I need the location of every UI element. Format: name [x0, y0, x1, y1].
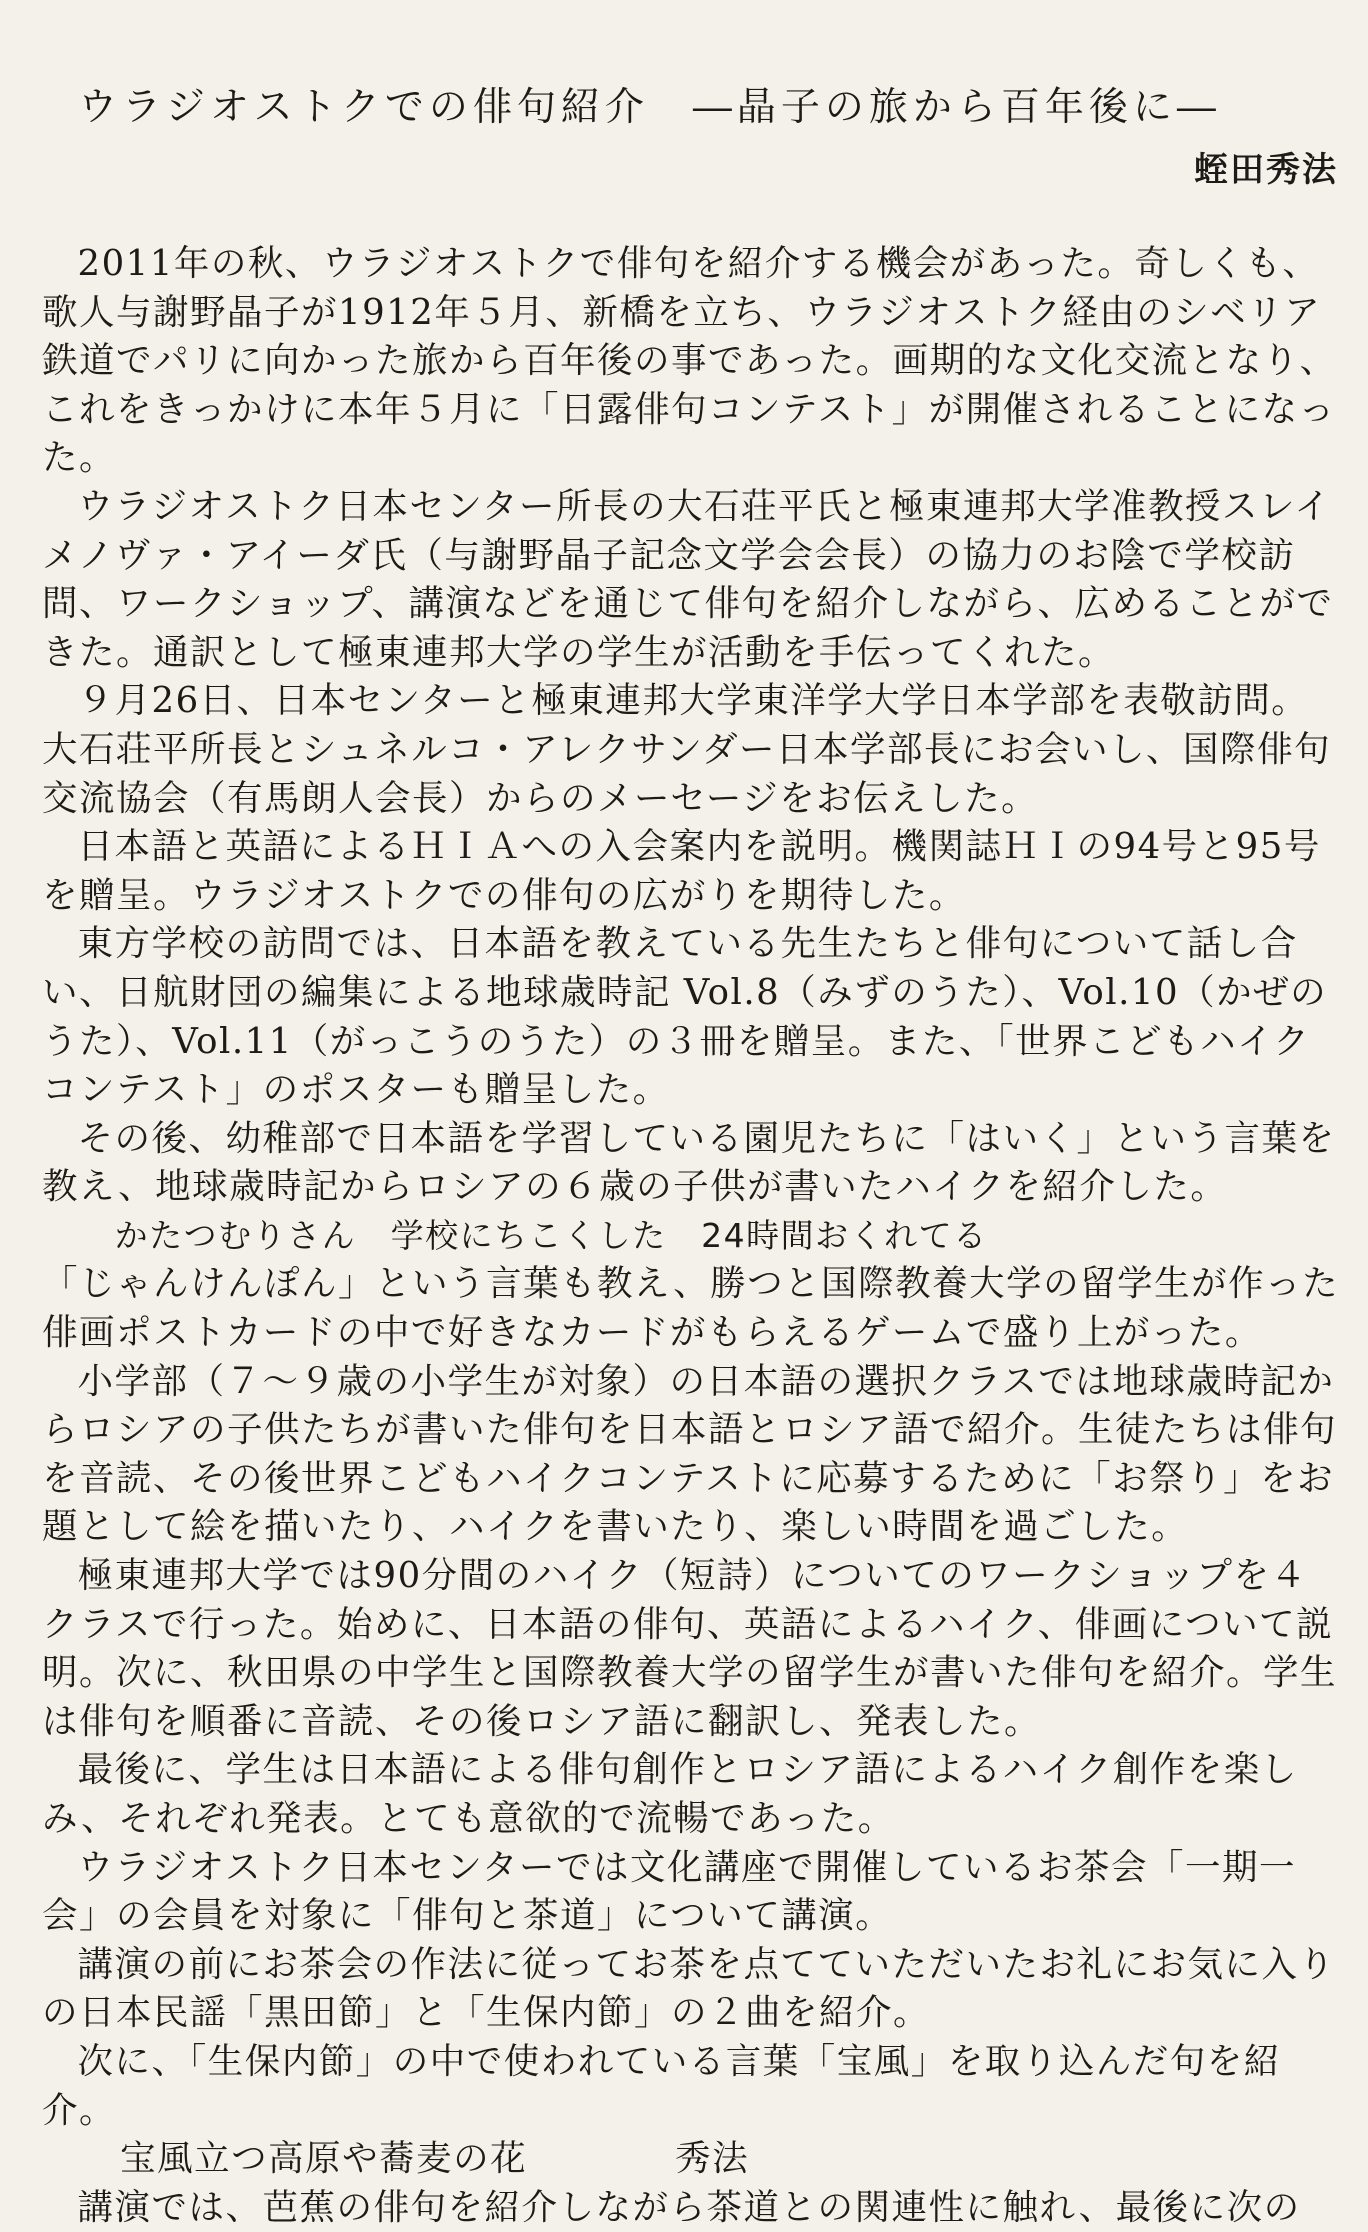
paragraph: 「じゃんけんぽん」という言葉も教え、勝つと国際教養大学の留学生が作った俳画ポストカードの中で好きなカードがもらえるゲームで盛り上がった。 — [42, 1263, 1340, 1354]
author-name: 蛭田秀法 — [1194, 150, 1338, 190]
paragraph: ウラジオストク日本センターでは文化講座で開催しているお茶会「一期一会」の会員を対象に「俳句と茶道」について講演。 — [42, 1846, 1297, 1937]
article-title: ウラジオストクでの俳句紹介 ―晶子の旅から百年後に― — [78, 85, 1221, 130]
paragraph: 東方学校の訪問では、日本語を教えている先生たちと俳句について話し合い、日航財団の編集による地球歳時記 Vol.8（みずのうた）、Vol.10（かぜのうた）、Vol.11（がっこうのうた）の３冊を贈呈。また、「世界こどもハイクコンテスト」のポスターも贈呈した。 — [42, 923, 1328, 1111]
paragraph: 日本語と英語によるＨＩＡへの入会案内を説明。機関誌ＨＩの94号と95号を贈呈。ウラジオストクでの俳句の広がりを期待した。 — [42, 826, 1321, 916]
article-body — [42, 240, 1342, 2232]
paragraph: 2011年の秋、ウラジオストクで俳句を紹介する機会があった。奇しくも、歌人与謝野晶子が1912年５月、新橋を立ち、ウラジオストク経由のシベリア鉄道でパリに向かった旅から百年後の事であった。画期的な文化交流となり、これをきっかけに本年５月に「日露俳句コンテスト」が開催されることになった。 — [42, 243, 1337, 479]
paragraph: ９月26日、日本センターと極東連邦大学東洋学大学日本学部を表敬訪問。大石荘平所長とシュネルコ・アレクサンダー日本学部長にお会いし、国際俳句交流協会（有馬朗人会長）からのメーセージをお伝えした。 — [42, 680, 1331, 819]
paragraph: 最後に、学生は日本語による俳句創作とロシア語によるハイク創作を楽しみ、それぞれ発表。とても意欲的で流暢であった。 — [42, 1749, 1298, 1839]
paragraph: 極東連邦大学では90分間のハイク（短詩）についてのワークショップを４クラスで行った。始めに、日本語の俳句、英語によるハイク、俳画について説明。次に、秋田県の中学生と国際教養大学の留学生が書いた俳句を紹介。学生は俳句を順番に音読、その後ロシア語に翻訳し、発表した。 — [42, 1555, 1338, 1742]
paragraph: 講演では、芭蕉の俳句を紹介しながら茶道との関連性に触れ、最後に次の — [77, 2186, 1301, 2228]
paragraph: 講演の前にお茶会の作法に従ってお茶を点てていただいたお礼にお気に入りの日本民謡「黒田節」と「生保内節」の２曲を紹介。 — [42, 1943, 1336, 2034]
haiku-quote: 宝風立つ高原や蕎麦の花 秀法 — [120, 2138, 750, 2180]
paragraph: 小学部（７～９歳の小学生が対象）の日本語の選択クラスでは地球歳時記からロシアの子供たちが書いた俳句を日本語とロシア語で紹介。生徒たちは俳句を音読、その後世界こどもハイクコンテストに応募するために「お祭り」をお題として絵を描いたり、ハイクを書いたり、楽しい時間を過ごした。 — [42, 1360, 1338, 1548]
paragraph: 次に、「生保内節」の中で使われている言葉「宝風」を取り込んだ句を紹介。 — [42, 2040, 1281, 2131]
paragraph: ウラジオストク日本センター所長の大石荘平氏と極東連邦大学准教授スレイメノヴァ・アイーダ氏（与謝野晶子記念文学会会長）の協力のお陰で学校訪問、ワークショップ、講演などを通じて俳句を紹介しながら、広めることができた。通訳として極東連邦大学の学生が活動を手伝ってくれた。 — [42, 485, 1334, 673]
paragraph: その後、幼稚部で日本語を学習している園児たちに「はいく」という言葉を教え、地球歳時記からロシアの６歳の子供が書いたハイクを紹介した。 — [42, 1117, 1336, 1208]
haiku-quote: かたつむりさん 学校にちこくした 24時間おくれてる — [114, 1215, 988, 1255]
